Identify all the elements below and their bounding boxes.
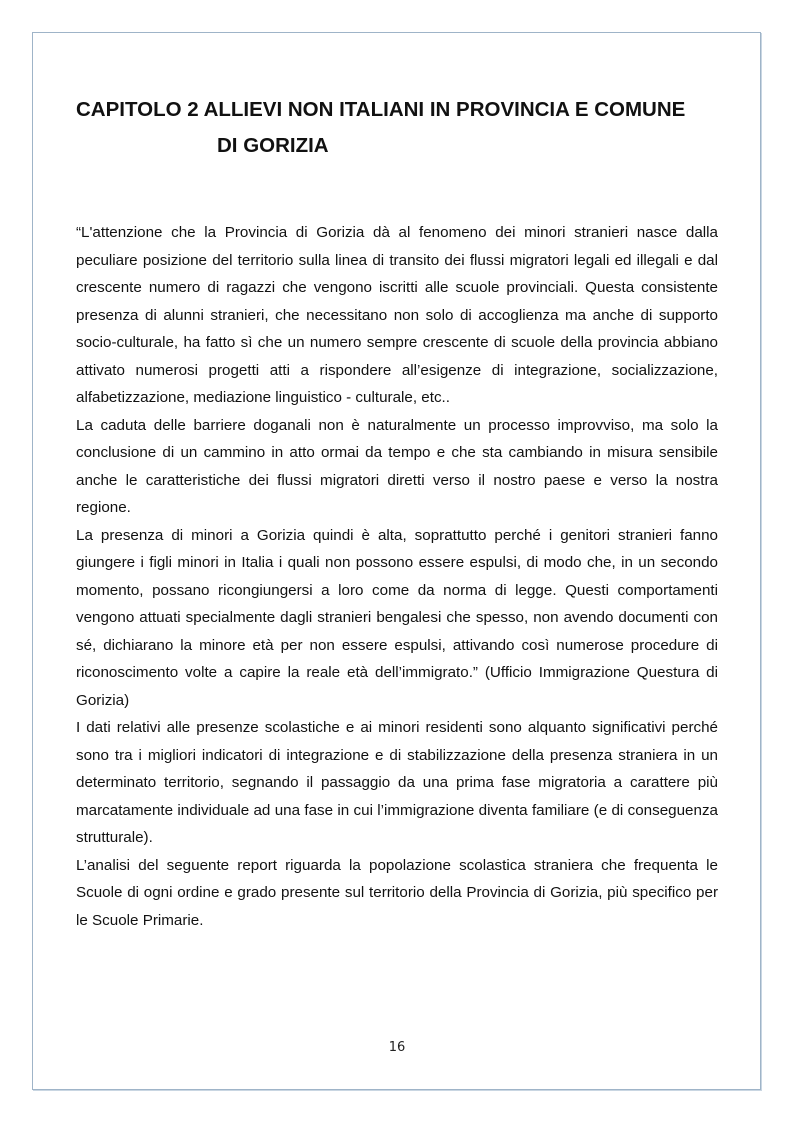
body-text [76, 219, 718, 934]
paragraph-minors-presence: La presenza di minori a Gorizia quindi è alta, soprattutto perché i genitori stranieri fanno giungere i figli minori in Italia i quali non possono essere espulsi, di modo che, in un secondo momento, possano ricongiungersi a loro come da norma di legge. Questi comportamenti vengono attuati specialmente dagli stranieri bengalesi che spesso, non avendo documenti con sé, dichiarano la minore età per non essere espulsi, attivando così numerose procedure di riconoscimento volte a capire la reale età dell’immigrato.” (Ufficio Immigrazione Questura di Gorizia) [76, 526, 718, 709]
page-number: 16 [388, 1040, 406, 1055]
chapter-title-line-1: CAPITOLO 2 ALLIEVI NON ITALIANI IN PROVINCIA E COMUNE [76, 98, 686, 121]
paragraph-quote-intro: “L'attenzione che la Provincia di Gorizia dà al fenomeno dei minori stranieri nasce dalla peculiare posizione del territorio sulla linea di transito dei flussi migratori legali ed illegali e dal crescente numero di ragazzi che vengono iscritti alle scuole provinciali. Questa consistente presenza di alunni stranieri, che necessitano non solo di accoglienza ma anche di supporto socio-culturale, ha fatto sì che un numero sempre crescente di scuole della provincia abbiano attivato numerosi progetti atti a rispondere all’esigenze di integrazione, socializzazione, alfabetizzazione, mediazione linguistico - culturale, etc.. [76, 224, 718, 406]
chapter-title [76, 92, 736, 164]
paragraph-school-data: I dati relativi alle presenze scolastiche e ai minori residenti sono alquanto significativi perché sono tra i migliori indicatori di integrazione e di stabilizzazione della presenza straniera in un determinato territorio, segnando il passaggio da una prima fase migratoria a carattere più marcatamente individuale ad una fase in cui l’immigrazione diventa familiare (e di conseguenza strutturale). [76, 719, 718, 846]
chapter-title-line-2: DI GORIZIA [217, 134, 329, 157]
paragraph-report-analysis: L’analisi del seguente report riguarda la popolazione scolastica straniera che frequenta le Scuole di ogni ordine e grado presente sul territorio della Provincia di Gorizia, più specifico per le Scuole Primarie. [76, 856, 718, 929]
paragraph-customs-barriers: La caduta delle barriere doganali non è naturalmente un processo improvviso, ma solo la conclusione di un cammino in atto ormai da tempo e che sta cambiando in misura sensibile anche le caratteristiche dei flussi migratori diretti verso il nostro paese e verso la nostra regione. [76, 416, 718, 516]
